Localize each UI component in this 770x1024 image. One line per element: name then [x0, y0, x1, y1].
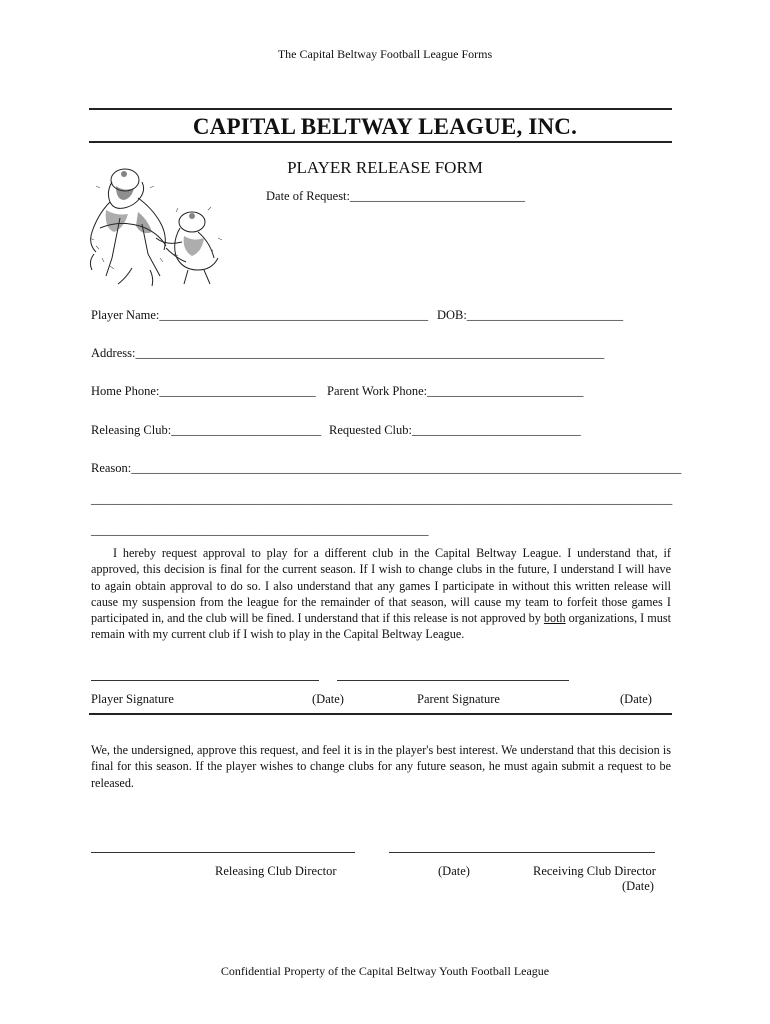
requested-club-field[interactable]: Requested Club:___________________________: [329, 423, 581, 437]
reason-field[interactable]: Reason:________________________________________________________________________________________: [91, 461, 682, 475]
parent-signature-label: Parent Signature: [417, 692, 500, 706]
title-bottom-rule: [89, 141, 672, 143]
player-signature-label: Player Signature: [91, 692, 174, 706]
parent-signature-line[interactable]: [337, 680, 569, 681]
title-top-rule: [89, 108, 672, 110]
page-title: CAPITAL BELTWAY LEAGUE, INC.: [192, 114, 578, 139]
page-header: The Capital Beltway Football League Forms: [277, 47, 493, 61]
form-title: PLAYER RELEASE FORM: [287, 158, 483, 177]
releasing-director-signature-line[interactable]: [91, 852, 355, 853]
releasing-director-date-label: (Date): [438, 864, 470, 878]
football-players-sketch-icon: [80, 158, 230, 288]
address-field[interactable]: Address:___________________________________________________________________________: [91, 346, 605, 360]
reason-line-2[interactable]: _____________________________________________________________________________________________: [91, 492, 673, 506]
receiving-director-signature-line[interactable]: [389, 852, 655, 853]
statement-emphasis-both: both: [543, 611, 566, 626]
statement-text-2: organizations, I must remain with my current club if I wish to play in the Capital Beltway League.: [91, 611, 671, 642]
approval-statement: We, the undersigned, approve this request, and feel it is in the player's best interest. We understand that this decision is final for this season. If the player wishes to change clubs for any future season, he must again submit a request to be released.: [91, 743, 671, 790]
statement-text-1: I hereby request approval to play for a different club in the Capital Beltway League. I understand that, if approved, this decision is final for the current season. If I wish to change clubs in the future, I understand I will have to again obtain approval to do so. I also understand that any games I participate in without this written release will cause my suspension from the league for the remainder of that season, will cause my team to forfeit those games I participated in, and the club will be fined. I understand that if this release is not approved by: [91, 546, 671, 626]
parent-work-phone-field[interactable]: Parent Work Phone:_________________________: [327, 384, 584, 398]
releasing-club-field[interactable]: Releasing Club:________________________: [91, 423, 322, 437]
reason-line-3[interactable]: ______________________________________________________: [91, 523, 429, 537]
player-signature-line[interactable]: [91, 680, 319, 681]
home-phone-field[interactable]: Home Phone:_________________________: [91, 384, 316, 398]
date-of-request-field[interactable]: Date of Request:____________________________: [266, 189, 526, 203]
player-name-field[interactable]: Player Name:___________________________________________: [91, 308, 429, 322]
player-date-label: (Date): [312, 692, 344, 706]
page-footer: Confidential Property of the Capital Beltway Youth Football League: [220, 964, 550, 978]
section-divider: [89, 713, 672, 715]
player-statement: [91, 545, 671, 643]
receiving-director-date-label: (Date): [622, 879, 654, 893]
dob-field[interactable]: DOB:_________________________: [437, 308, 624, 322]
parent-date-label: (Date): [620, 692, 652, 706]
receiving-director-label: Receiving Club Director: [533, 864, 656, 878]
releasing-director-label: Releasing Club Director: [215, 864, 337, 878]
